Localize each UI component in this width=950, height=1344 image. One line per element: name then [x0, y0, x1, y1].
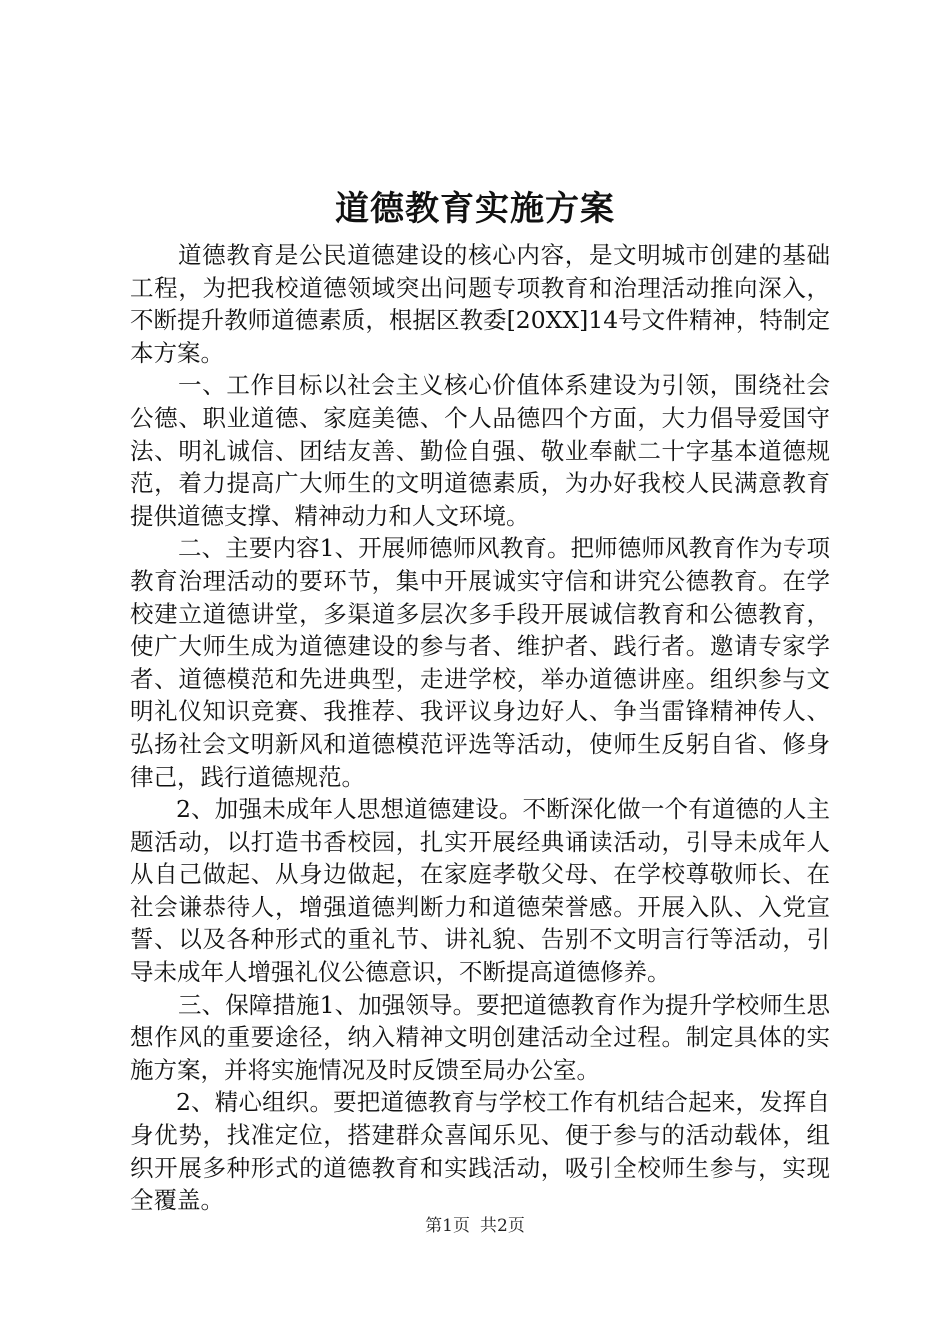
document-title: 道德教育实施方案	[335, 189, 615, 229]
document-body	[130, 239, 830, 1217]
paragraph-organization: 2、精心组织。要把道德教育与学校工作有机结合起来，发挥自身优势，找准定位，搭建群众喜闻乐见、便于参与的活动载体，组织开展多种形式的道德教育和实践活动，吸引全校师生参与，实现全覆盖。	[130, 1088, 830, 1215]
page-footer	[0, 1214, 950, 1238]
paragraph-main-content: 二、主要内容1、开展师德师风教育。把师德师风教育作为专项教育治理活动的要环节，集中开展诚实守信和讲究公德教育。在学校建立道德讲堂，多渠道多层次多手段开展诚信教育和公德教育，使广大师生成为道德建设的参与者、维护者、践行者。邀请专家学者、道德模范和先进典型，走进学校，举办道德讲座。组织参与文明礼仪知识竞赛、我推荐、我评议身边好人、争当雷锋精神传人、弘扬社会文明新风和道德模范评选等活动，使师生反躬自省、修身律己，践行道德规范。	[130, 534, 830, 791]
paragraph-goals: 一、工作目标以社会主义核心价值体系建设为引领，围绕社会公德、职业道德、家庭美德、个人品德四个方面，大力倡导爱国守法、明礼诚信、团结友善、勤俭自强、敬业奉献二十字基本道德规范，着力提高广大师生的文明道德素质，为办好我校人民满意教育提供道德支撑、精神动力和人文环境。	[130, 371, 830, 530]
page-total: 共2页	[480, 1216, 525, 1236]
paragraph-intro: 道德教育是公民道德建设的核心内容，是文明城市创建的基础工程，为把我校道德领域突出问题专项教育和治理活动推向深入，不断提升教师道德素质，根据区教委[20XX]14号文件精神，特制定本方案。	[130, 241, 830, 367]
paragraph-minors-education: 2、加强未成年人思想道德建设。不断深化做一个有道德的人主题活动，以打造书香校园，扎实开展经典诵读活动，引导未成年人从自己做起、从身边做起，在家庭孝敬父母、在学校尊敬师长、在社会谦恭待人，增强道德判断力和道德荣誉感。开展入队、入党宣誓、以及各种形式的重礼节、讲礼貌、告别不文明言行等活动，引导未成年人增强礼仪公德意识，不断提高道德修养。	[130, 795, 830, 987]
paragraph-safeguards: 三、保障措施1、加强领导。要把道德教育作为提升学校师生思想作风的重要途径，纳入精神文明创建活动全过程。制定具体的实施方案，并将实施情况及时反馈至局办公室。	[130, 990, 830, 1084]
page-number: 第1页	[425, 1216, 470, 1236]
